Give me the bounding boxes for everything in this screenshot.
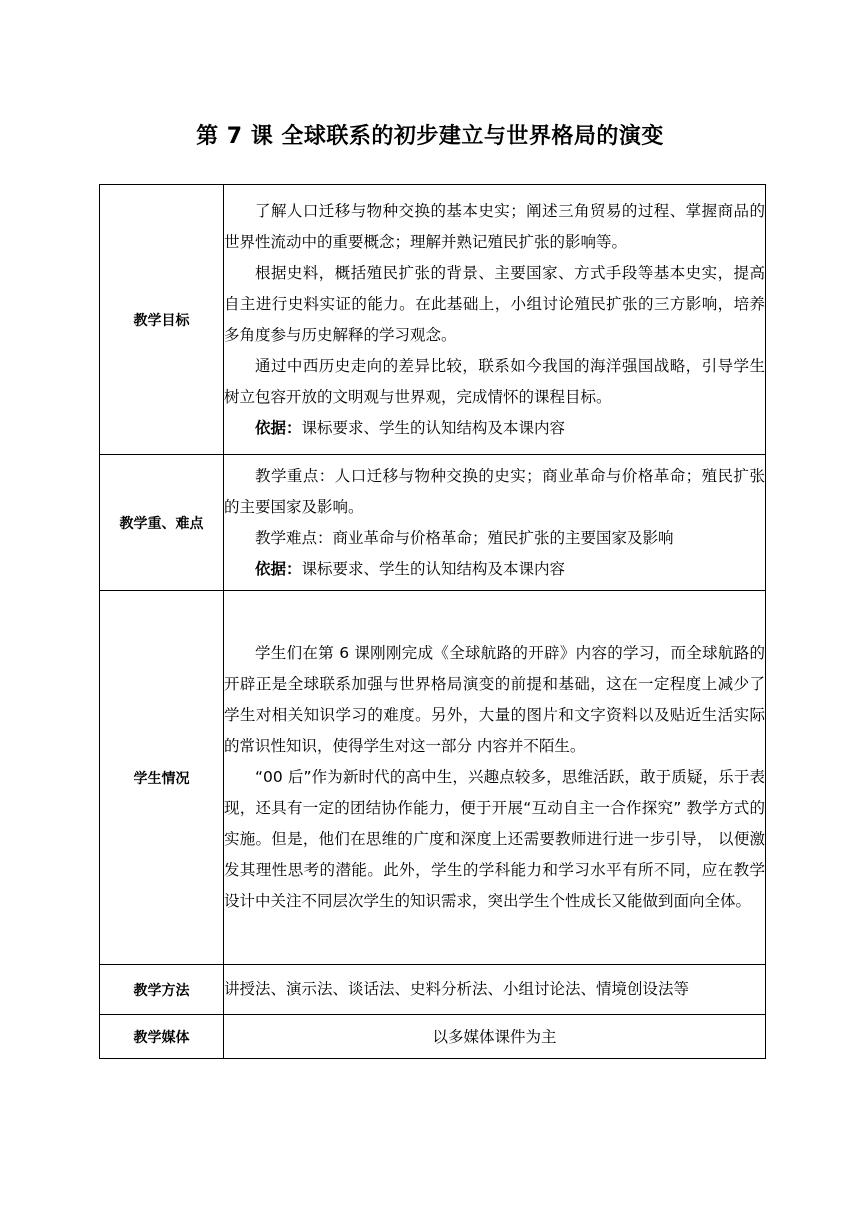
table-row-students <box>100 591 766 965</box>
lesson-plan-table <box>99 184 766 1059</box>
row-label-methods: 教学方法 <box>100 965 224 1015</box>
objectives-basis <box>224 413 765 444</box>
basis-text: 课标要求、学生的认知结构及本课内容 <box>301 418 566 437</box>
basis-label: 依据： <box>255 418 302 437</box>
basis-text: 课标要求、学生的认知结构及本课内容 <box>301 559 566 578</box>
row-label-key-points: 教学重、难点 <box>100 455 224 591</box>
row-label-students: 学生情况 <box>100 591 224 965</box>
table-row-methods <box>100 965 766 1015</box>
students-paragraph-2: “00 后”作为新时代的高中生，兴趣点较多，思维活跃，敢于质疑，乐于表现，还具有一定的团结协作能力，便于开展“互动自主一合作探究” 教学方式的实施。但是，他们在思维的广度和深度上还需要教师进行进一步引导， 以便激发其理性思考的潜能。此外，学生的学科能力和学习水平有所不同，应在教学设计中关注不同层次学生的知识需求，突出学生个性成长又能做到面向全体。 <box>224 768 765 910</box>
table-row-key-points <box>100 455 766 591</box>
key-points-basis <box>224 554 765 585</box>
students-content <box>224 591 766 965</box>
basis-label: 依据： <box>255 559 302 578</box>
objectives-content <box>224 185 766 455</box>
media-content: 以多媒体课件为主 <box>224 1015 766 1059</box>
objectives-paragraph-2: 根据史料，概括殖民扩张的背景、主要国家、方式手段等基本史实，提高自主进行史料实证的能力。在此基础上，小组讨论殖民扩张的三方影响，培养多角度参与历史解释的学习观念。 <box>224 263 765 344</box>
table-row-media <box>100 1015 766 1059</box>
page-title: 第 7 课 全球联系的初步建立与世界格局的演变 <box>196 124 664 149</box>
key-points-paragraph-2: 教学难点：商业革命与价格革命；殖民扩张的主要国家及影响 <box>255 528 674 547</box>
objectives-paragraph-1: 了解人口迁移与物种交换的基本史实；阐述三角贸易的过程、掌握商品的世界性流动中的重要概念；理解并熟记殖民扩张的影响等。 <box>224 201 765 251</box>
methods-content: 讲授法、演示法、谈话法、史料分析法、小组讨论法、情境创设法等 <box>224 965 766 1015</box>
key-points-paragraph-1: 教学重点：人口迁移与物种交换的史实；商业革命与价格革命；殖民扩张的主要国家及影响。 <box>224 466 765 516</box>
key-points-content <box>224 455 766 591</box>
row-label-media: 教学媒体 <box>100 1015 224 1059</box>
students-paragraph-1: 学生们在第 6 课刚刚完成《全球航路的开辟》内容的学习，而全球航路的开辟正是全球联系加强与世界格局演变的前提和基础，这在一定程度上减少了学生对相关知识学习的难度。另外，大量的图片和文字资料以及贴近生活实际的常识性知识，使得学生对这一部分 内容并不陌生。 <box>224 644 765 755</box>
row-label-objectives: 教学目标 <box>100 185 224 455</box>
table-row-objectives <box>100 185 766 455</box>
objectives-paragraph-3: 通过中西历史走向的差异比较，联系如今我国的海洋强国战略，引导学生树立包容开放的文明观与世界观，完成情怀的课程目标。 <box>224 356 765 406</box>
